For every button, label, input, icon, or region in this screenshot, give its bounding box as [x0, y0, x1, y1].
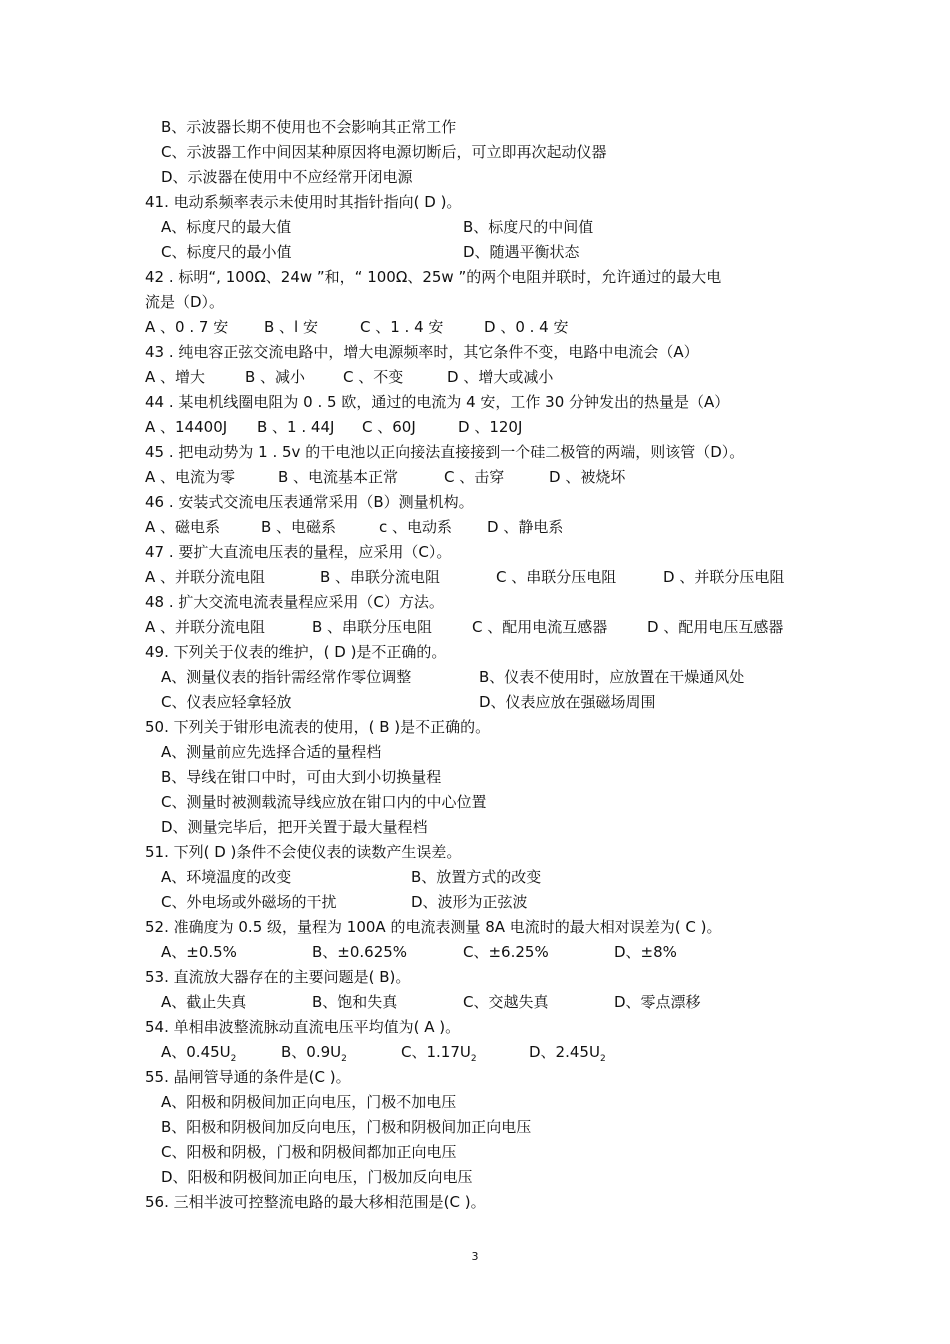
- answer-option: B 、电磁系: [261, 518, 337, 536]
- answer-option: C 、击穿: [444, 468, 505, 486]
- text-line: 42 . 标明“, 100Ω、24w ”和，“ 100Ω、25w ”的两个电阻并联时，允许通过的最大电: [145, 268, 722, 286]
- answer-option: C、仪表应轻拿轻放: [161, 693, 292, 711]
- text-line: 53. 直流放大器存在的主要问题是( B)。: [145, 968, 411, 986]
- answer-option: A 、增大: [145, 368, 206, 386]
- answer-option: A 、磁电系: [145, 518, 221, 536]
- text-line: 56. 三相半波可控整流电路的最大移相范围是(C )。: [145, 1193, 486, 1211]
- answer-option: B 、串联分压电阻: [312, 618, 433, 636]
- answer-option: [281, 1040, 347, 1065]
- text-line: C、测量时被测载流导线应放在钳口内的中心位置: [161, 793, 487, 811]
- answer-option: A 、14400J: [145, 418, 228, 436]
- answer-option: B 、串联分流电阻: [320, 568, 441, 586]
- answer-option: D、波形为正弦波: [411, 893, 528, 911]
- text-line: 44 . 某电机线圈电阻为 0 . 5 欧，通过的电流为 4 安，工作 30 分钟发出的热量是（A）: [145, 393, 730, 411]
- subscript: 2: [230, 1054, 237, 1064]
- answer-option: A 、并联分流电阻: [145, 618, 266, 636]
- answer-option: D 、增大或减小: [447, 368, 554, 386]
- answer-option: C 、配用电流互感器: [472, 618, 608, 636]
- text-line: C、示波器工作中间因某种原因将电源切断后，可立即再次起动仪器: [161, 143, 607, 161]
- answer-option: c 、电动系: [379, 518, 453, 536]
- text-line: D、阳极和阴极间加正向电压，门极加反向电压: [161, 1168, 473, 1186]
- answer-option: C、±6.25%: [463, 943, 549, 961]
- answer-option: B 、电流基本正常: [278, 468, 399, 486]
- answer-option: A、标度尺的最大值: [161, 218, 292, 236]
- text-line: 50. 下列关于钳形电流表的使用，( B )是不正确的。: [145, 718, 491, 736]
- text-line: 46 . 安装式交流电压表通常采用（B）测量机构。: [145, 493, 474, 511]
- answer-option: A 、并联分流电阻: [145, 568, 266, 586]
- answer-option: A、环境温度的改变: [161, 868, 292, 886]
- answer-option: B 、1 . 44J: [257, 418, 335, 436]
- answer-option: C 、1 . 4 安: [360, 318, 444, 336]
- text-line: 47 . 要扩大直流电压表的量程，应采用（C）。: [145, 543, 452, 561]
- page-number: 3: [471, 1250, 479, 1263]
- subscript: 2: [341, 1054, 347, 1064]
- answer-option: D、仪表应放在强磁场周围: [479, 693, 656, 711]
- text-line: 流是（D）。: [145, 293, 225, 311]
- answer-option: A、截止失真: [161, 993, 247, 1011]
- answer-option: A 、电流为零: [145, 468, 236, 486]
- answer-option: B 、l 安: [264, 318, 318, 336]
- subscript: 2: [470, 1054, 477, 1064]
- answer-option: C 、串联分压电阻: [496, 568, 617, 586]
- answer-option: D 、配用电压互感器: [647, 618, 784, 636]
- option-text: A、0.45U: [161, 1043, 231, 1061]
- answer-option: C、外电场或外磁场的干扰: [161, 893, 337, 911]
- answer-option: A 、0 . 7 安: [145, 318, 229, 336]
- text-line: 43 . 纯电容正弦交流电路中，增大电源频率时，其它条件不变，电路中电流会（A）: [145, 343, 699, 361]
- text-line: D、示波器在使用中不应经常开闭电源: [161, 168, 413, 186]
- subscript: 2: [599, 1054, 606, 1064]
- answer-option: C 、不变: [343, 368, 404, 386]
- answer-option: C、交越失真: [463, 993, 549, 1011]
- option-text: D、2.45U: [529, 1043, 600, 1061]
- option-text: B、0.9U: [281, 1043, 342, 1061]
- text-line: 49. 下列关于仪表的维护，( D )是不正确的。: [145, 643, 447, 661]
- answer-option: B、饱和失真: [312, 993, 398, 1011]
- text-line: A、阳极和阴极间加正向电压，门极不加电压: [161, 1093, 457, 1111]
- answer-option: D、零点漂移: [614, 993, 701, 1011]
- answer-option: C 、60J: [362, 418, 416, 436]
- text-line: B、导线在钳口中时，可由大到小切换量程: [161, 768, 442, 786]
- text-line: 54. 单相串波整流脉动直流电压平均值为( A )。: [145, 1018, 461, 1036]
- text-line: 45 . 把电动势为 1 . 5v 的干电池以正向接法直接接到一个硅二极管的两端，则该管（D）。: [145, 443, 745, 461]
- text-line: 48 . 扩大交流电流表量程应采用（C）方法。: [145, 593, 444, 611]
- answer-option: D 、静电系: [487, 518, 564, 536]
- answer-option: D、随遇平衡状态: [463, 243, 580, 261]
- text-line: D、测量完毕后，把开关置于最大量程档: [161, 818, 428, 836]
- answer-option: B、放置方式的改变: [411, 868, 542, 886]
- answer-option: [529, 1040, 606, 1065]
- answer-option: D 、被烧坏: [549, 468, 626, 486]
- text-line: C、阳极和阴极，门极和阴极间都加正向电压: [161, 1143, 457, 1161]
- text-line: 52. 准确度为 0.5 级，量程为 100A 的电流表测量 8A 电流时的最大相对误差为( C )。: [145, 918, 722, 936]
- answer-option: D、±8%: [614, 943, 677, 961]
- answer-option: C、标度尺的最小值: [161, 243, 292, 261]
- answer-option: B、仪表不使用时，应放置在干燥通风处: [479, 668, 745, 686]
- answer-option: D 、120J: [458, 418, 523, 436]
- text-line: B、示波器长期不使用也不会影响其正常工作: [161, 118, 457, 136]
- answer-option: [161, 1040, 236, 1065]
- answer-option: D 、并联分压电阻: [663, 568, 785, 586]
- answer-option: D 、0 . 4 安: [484, 318, 569, 336]
- option-text: C、1.17U: [401, 1043, 471, 1061]
- answer-option: A、±0.5%: [161, 943, 237, 961]
- text-line: 55. 晶闸管导通的条件是(C )。: [145, 1068, 351, 1086]
- text-line: B、阳极和阴极间加反向电压，门极和阴极间加正向电压: [161, 1118, 532, 1136]
- answer-option: [401, 1040, 477, 1065]
- text-line: A、测量前应先选择合适的量程档: [161, 743, 382, 761]
- text-line: 41. 电动系频率表示未使用时其指针指向( D )。: [145, 193, 462, 211]
- answer-option: A、测量仪表的指针需经常作零位调整: [161, 668, 412, 686]
- answer-option: B、标度尺的中间值: [463, 218, 594, 236]
- answer-option: B 、减小: [245, 368, 306, 386]
- answer-option: B、±0.625%: [312, 943, 408, 961]
- text-line: 51. 下列( D )条件不会使仪表的读数产生误差。: [145, 843, 462, 861]
